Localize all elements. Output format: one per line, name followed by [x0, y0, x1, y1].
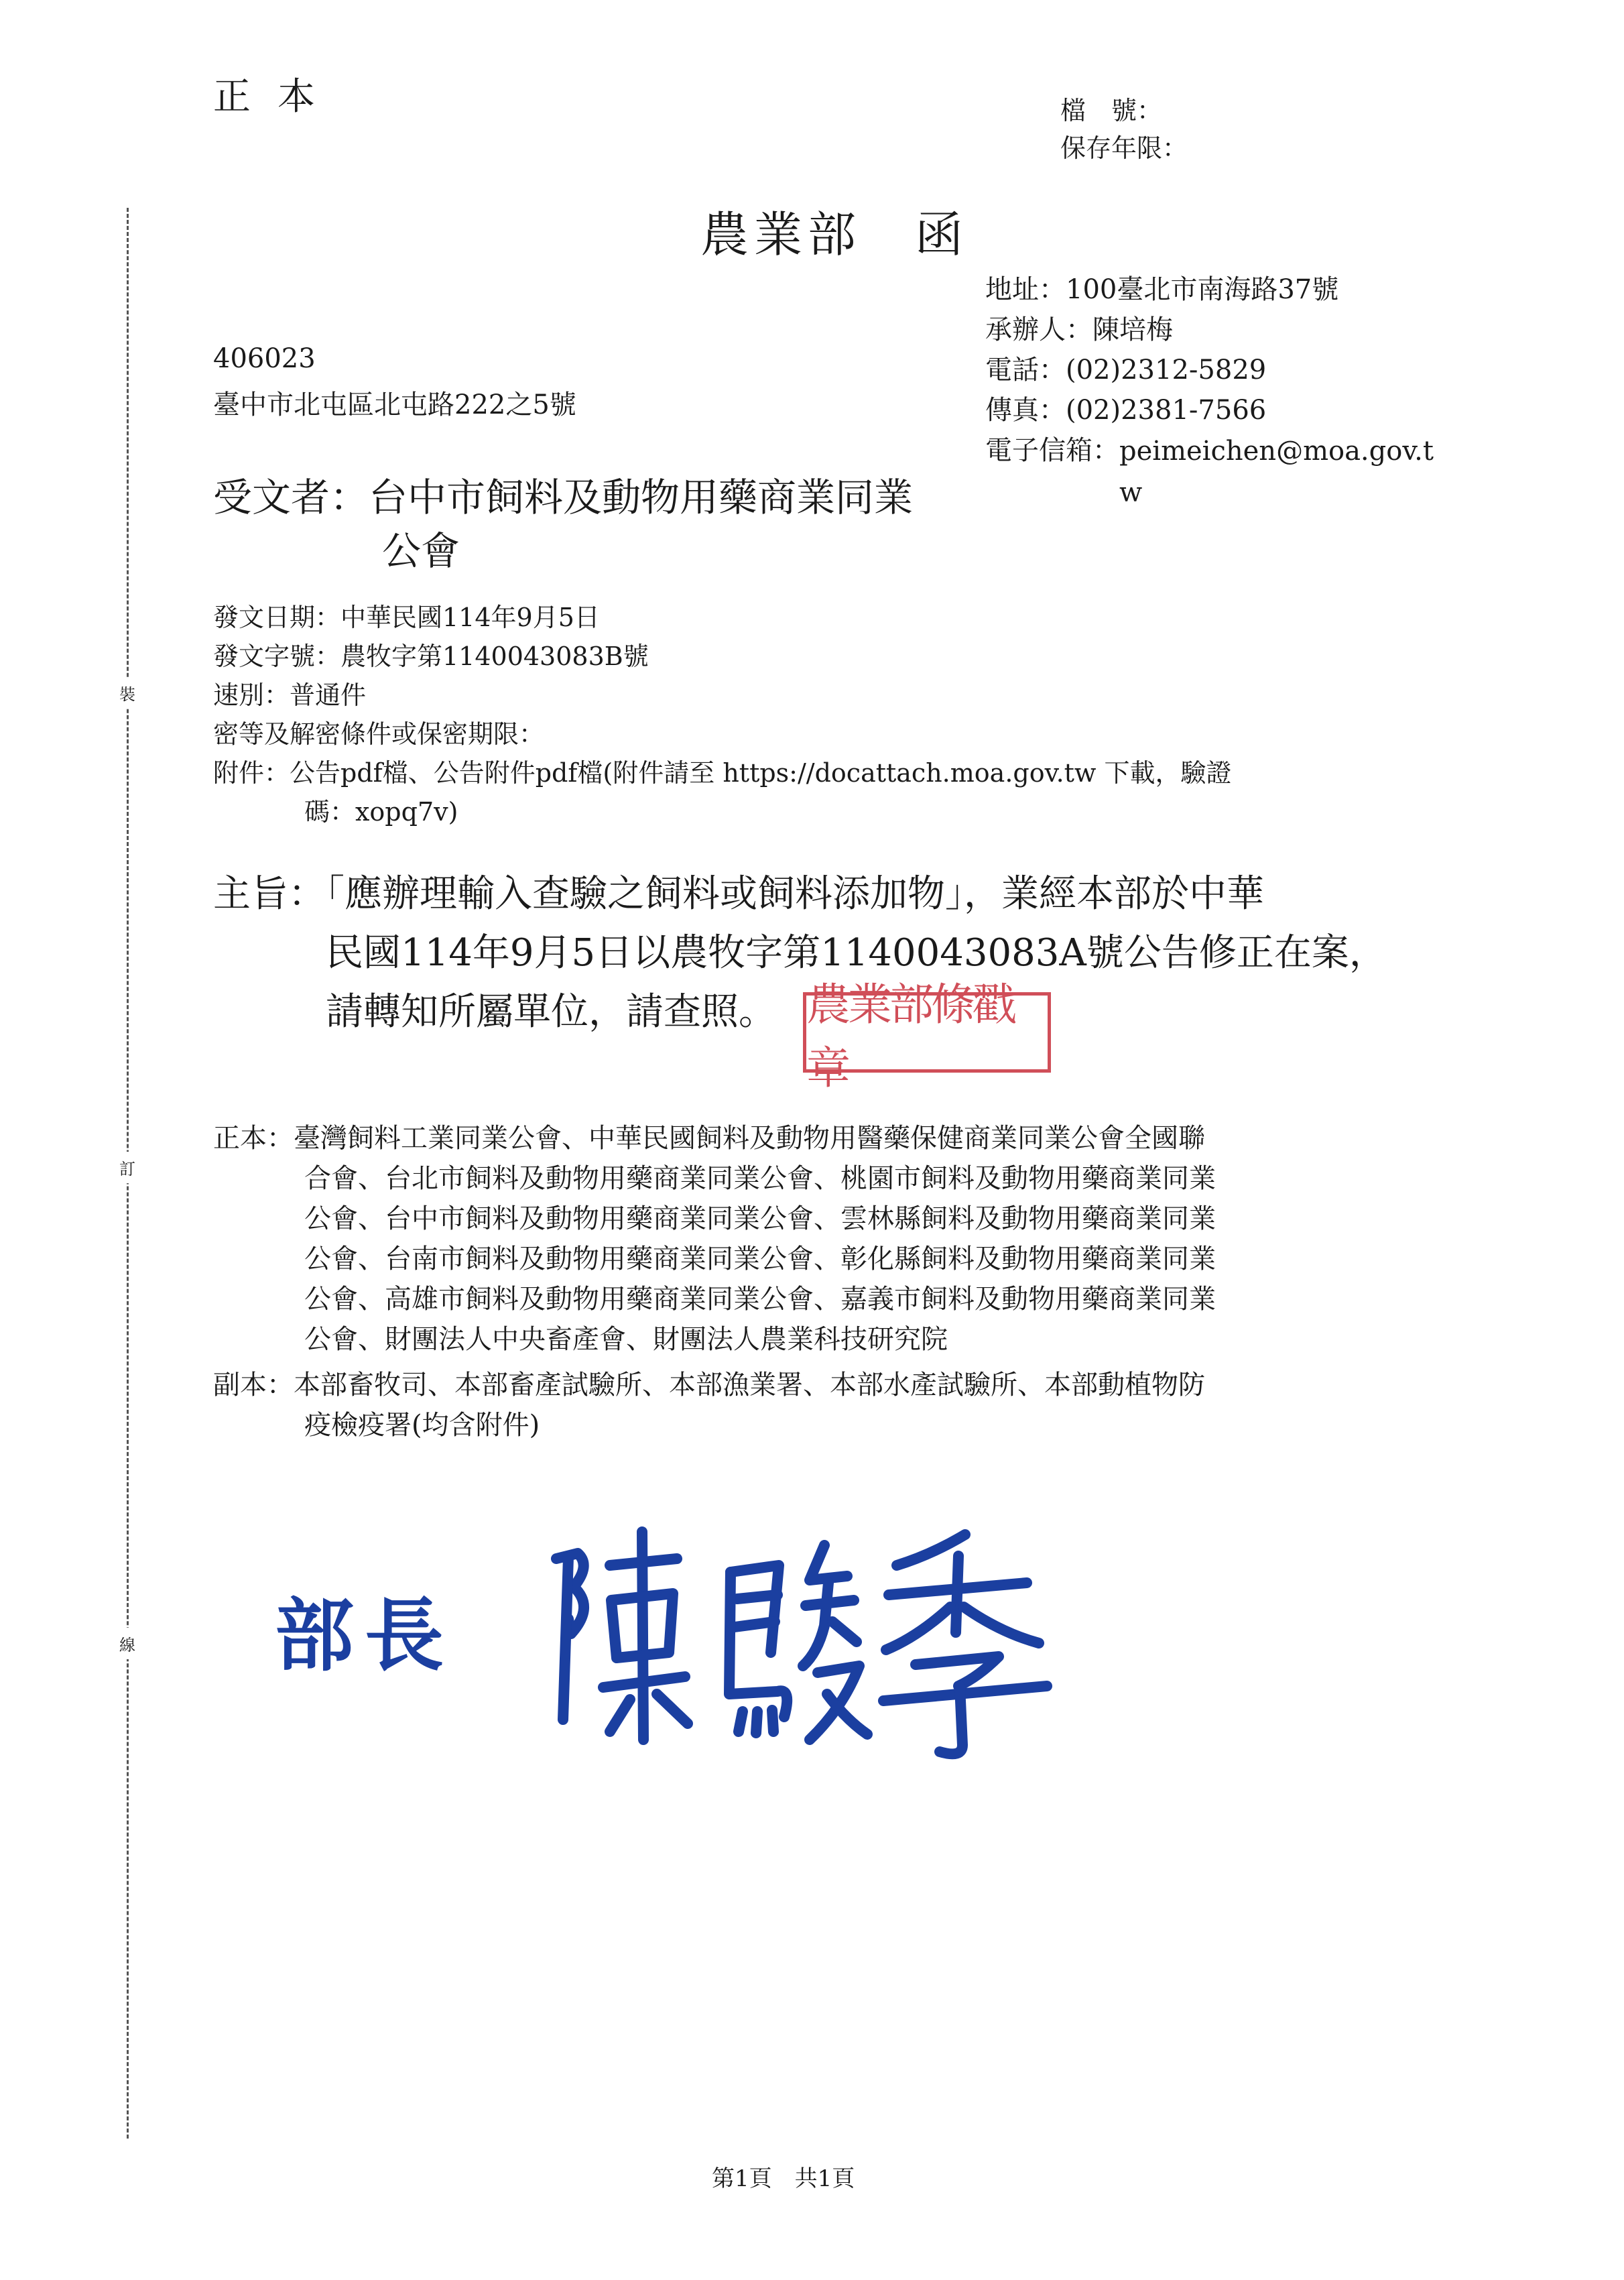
- distribution: [213, 1118, 1216, 1445]
- cc-recipients-1: 副本：本部畜牧司、本部畜產試驗所、本部漁業署、本部水產試驗所、本部動植物防: [213, 1370, 1205, 1400]
- attachments: 附件：公告pdf檔、公告附件pdf檔(附件請至 https://docattach.moa.gov.tw 下載，驗證: [213, 758, 1232, 788]
- main-recipients-1: 正本：臺灣飼料工業同業公會、中華民國飼料及動物用醫藥保健商業同業公會全國聯: [213, 1123, 1205, 1154]
- subject: [213, 865, 1387, 1042]
- document-title: 農業部 函: [700, 206, 969, 263]
- minister-title: 部長: [275, 1589, 455, 1682]
- main-recipients-4: 公會、台南市飼料及動物用藥商業同業公會、彰化縣飼料及動物用藥商業同業: [304, 1244, 1216, 1274]
- page-number: 第1頁 共1頁: [712, 2165, 855, 2192]
- document-number: 發文字號：農牧字第1140043083B號: [213, 642, 649, 671]
- recipient-line-2: 公會: [382, 528, 460, 574]
- main-recipients-5: 公會、高雄市飼料及動物用藥商業同業公會、嘉義市飼料及動物用藥商業同業: [304, 1284, 1216, 1315]
- subject-line-2: 民國114年9月5日以農牧字第1140043083A號公告修正在案，: [326, 931, 1387, 975]
- speed-class: 速別：普通件: [213, 680, 367, 710]
- recipient: [213, 471, 913, 578]
- document-meta: [213, 598, 1232, 831]
- main-recipients-3: 公會、台中市飼料及動物用藥商業同業公會、雲林縣飼料及動物用藥商業同業: [304, 1203, 1216, 1234]
- main-recipients-6: 公會、財團法人中央畜產會、財團法人農業科技研究院: [304, 1324, 948, 1355]
- file-number-label: 檔 號：: [1060, 96, 1163, 125]
- binding-mark-ding: 訂: [115, 1152, 139, 1183]
- secrecy-level: 密等及解密條件或保密期限：: [213, 719, 545, 749]
- recipient-address: 臺中市北屯區北屯路222之5號: [213, 389, 576, 420]
- main-recipients-2: 合會、台北市飼料及動物用藥商業同業公會、桃園市飼料及動物用藥商業同業: [304, 1163, 1216, 1194]
- recipient-zip: 406023: [213, 343, 316, 374]
- email-value: peimeichen@moa.gov.tw: [1119, 436, 1434, 508]
- sender-contact: 承辦人：陳培梅: [985, 314, 1173, 345]
- subject-line-1: 主旨：「應辦理輸入查驗之飼料或飼料添加物」，業經本部於中華: [213, 872, 1264, 916]
- issue-date: 發文日期：中華民國114年9月5日: [213, 603, 600, 632]
- email-label: 電子信箱：: [985, 435, 1119, 466]
- sender-email-line: [985, 430, 1434, 514]
- cc-recipients-2: 疫檢疫署(均含附件): [304, 1410, 540, 1441]
- sender-fax: 傳真：(02)2381-7566: [985, 395, 1267, 426]
- recipient-line-1: 受文者：台中市飼料及動物用藥商業同業: [213, 475, 914, 520]
- retention-label: 保存年限：: [1060, 133, 1188, 163]
- sender-info: [985, 269, 1434, 514]
- sender-phone: 電話：(02)2312-5829: [985, 355, 1267, 385]
- binding-mark-zhuang: 裝: [115, 677, 139, 709]
- sender-address: 地址：100臺北市南海路37號: [985, 274, 1339, 305]
- copy-type: 正本: [213, 75, 342, 119]
- binding-mark-xian: 線: [115, 1628, 139, 1659]
- minister-signature: [529, 1518, 1066, 1773]
- subject-line-3: 請轉知所屬單位，請查照。: [326, 990, 776, 1034]
- official-seal: 農業部條戳章: [803, 992, 1051, 1073]
- attachments-cont: 碼：xopq7v): [304, 797, 458, 827]
